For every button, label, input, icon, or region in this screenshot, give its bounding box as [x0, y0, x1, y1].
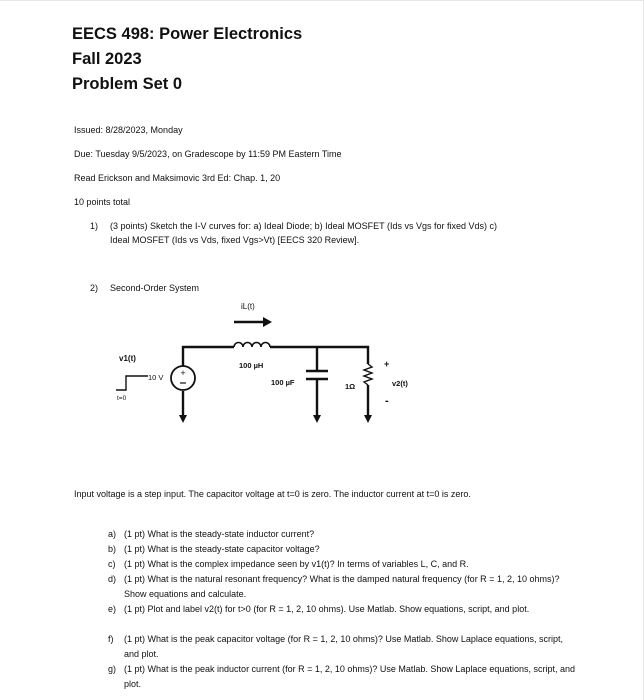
problem-1-line-2: Ideal MOSFET (Ids vs Vds, fixed Vgs>Vt) [EECS 320 Review].	[110, 235, 360, 245]
subquestion-label: b)	[108, 544, 117, 554]
points-total: 10 points total	[74, 197, 131, 207]
output-voltage-label: v2(t)	[392, 379, 408, 388]
inductor-symbol	[234, 343, 270, 348]
subquestion-label: g)	[108, 664, 117, 674]
subquestion-label: c)	[108, 559, 116, 569]
ground-arrow-capacitor	[313, 415, 321, 423]
subquestion-text: (1 pt) Plot and label v2(t) for t>0 (for R = 1, 2, 10 ohms). Use Matlab. Show equations, script, and plot.	[124, 604, 530, 614]
top-wire-right	[270, 347, 368, 364]
inductor-value-label: 100 µH	[239, 361, 264, 370]
step-time-label: t=0	[117, 395, 127, 402]
subquestion-text: (1 pt) What is the steady-state capacitor voltage?	[124, 544, 320, 554]
reading-assignment: Read Erickson and Maksimovic 3rd Ed: Chap. 1, 20	[74, 173, 281, 183]
subquestion-text: (1 pt) What is the peak capacitor voltage (for R = 1, 2, 10 ohms)? Use Matlab. Show Laplace equations, script, and plot.	[124, 634, 563, 659]
current-arrow-head	[263, 317, 272, 327]
problem-2-number: 2)	[90, 283, 99, 293]
step-input-symbol	[116, 376, 148, 390]
issued-date: Issued: 8/28/2023, Monday	[74, 125, 183, 135]
due-date: Due: Tuesday 9/5/2023, on Gradescope by 11:59 PM Eastern Time	[74, 149, 342, 159]
subquestion-label: e)	[108, 604, 117, 614]
input-voltage-label: v1(t)	[119, 354, 136, 363]
subquestion-label: d)	[108, 574, 117, 584]
subquestion-a	[108, 527, 578, 542]
source-plus-sign: +	[180, 368, 186, 378]
subquestion-c	[108, 557, 578, 572]
output-plus-label: +	[384, 359, 390, 369]
subquestion-text: (1 pt) What is the complex impedance seen by v1(t)? In terms of variables L, C, and R.	[124, 559, 469, 569]
problem-set-title: Problem Set 0	[72, 75, 183, 93]
inductor-current-label: iL(t)	[241, 302, 255, 311]
problem-2-title: Second-Order System	[110, 283, 200, 293]
ground-arrow-source	[179, 415, 187, 423]
subquestion-f	[108, 632, 578, 662]
circuit-diagram	[0, 290, 644, 450]
subquestion-text: (1 pt) What is the steady-state inductor current?	[124, 529, 315, 539]
subquestion-text: (1 pt) What is the peak inductor current (for R = 1, 2, 10 ohms)? Use Matlab. Show Laplace equations, script, and plot.	[124, 664, 575, 689]
top-wire-left	[183, 347, 234, 366]
resistor-symbol	[364, 364, 372, 385]
step-amplitude-label: 10 V	[148, 373, 164, 382]
subquestion-d	[108, 572, 578, 602]
resistor-value-label: 1Ω	[345, 382, 356, 391]
subquestion-text: (1 pt) What is the natural resonant frequency? What is the damped natural frequency (for R = 1, 2, 10 ohms)? Show equations and calculate.	[124, 574, 560, 599]
ground-arrow-resistor	[364, 415, 372, 423]
subquestion-label: a)	[108, 529, 117, 539]
problem-1-number: 1)	[90, 221, 99, 231]
subquestion-g	[108, 662, 578, 692]
problem-2-description: Input voltage is a step input. The capacitor voltage at t=0 is zero. The inductor current at t=0 is zero.	[74, 489, 471, 499]
subquestion-b	[108, 542, 578, 557]
problem-1-line-1: (3 points) Sketch the I-V curves for: a) Ideal Diode; b) Ideal MOSFET (Ids vs Vgs for fixed Vds) c)	[110, 221, 497, 231]
term: Fall 2023	[72, 50, 142, 68]
page-border-top	[0, 0, 644, 1]
course-title: EECS 498: Power Electronics	[72, 25, 303, 43]
capacitor-value-label: 100 µF	[271, 378, 295, 387]
subquestion-label: f)	[108, 634, 114, 644]
output-minus-label: -	[385, 395, 389, 407]
subquestion-e	[108, 602, 578, 617]
